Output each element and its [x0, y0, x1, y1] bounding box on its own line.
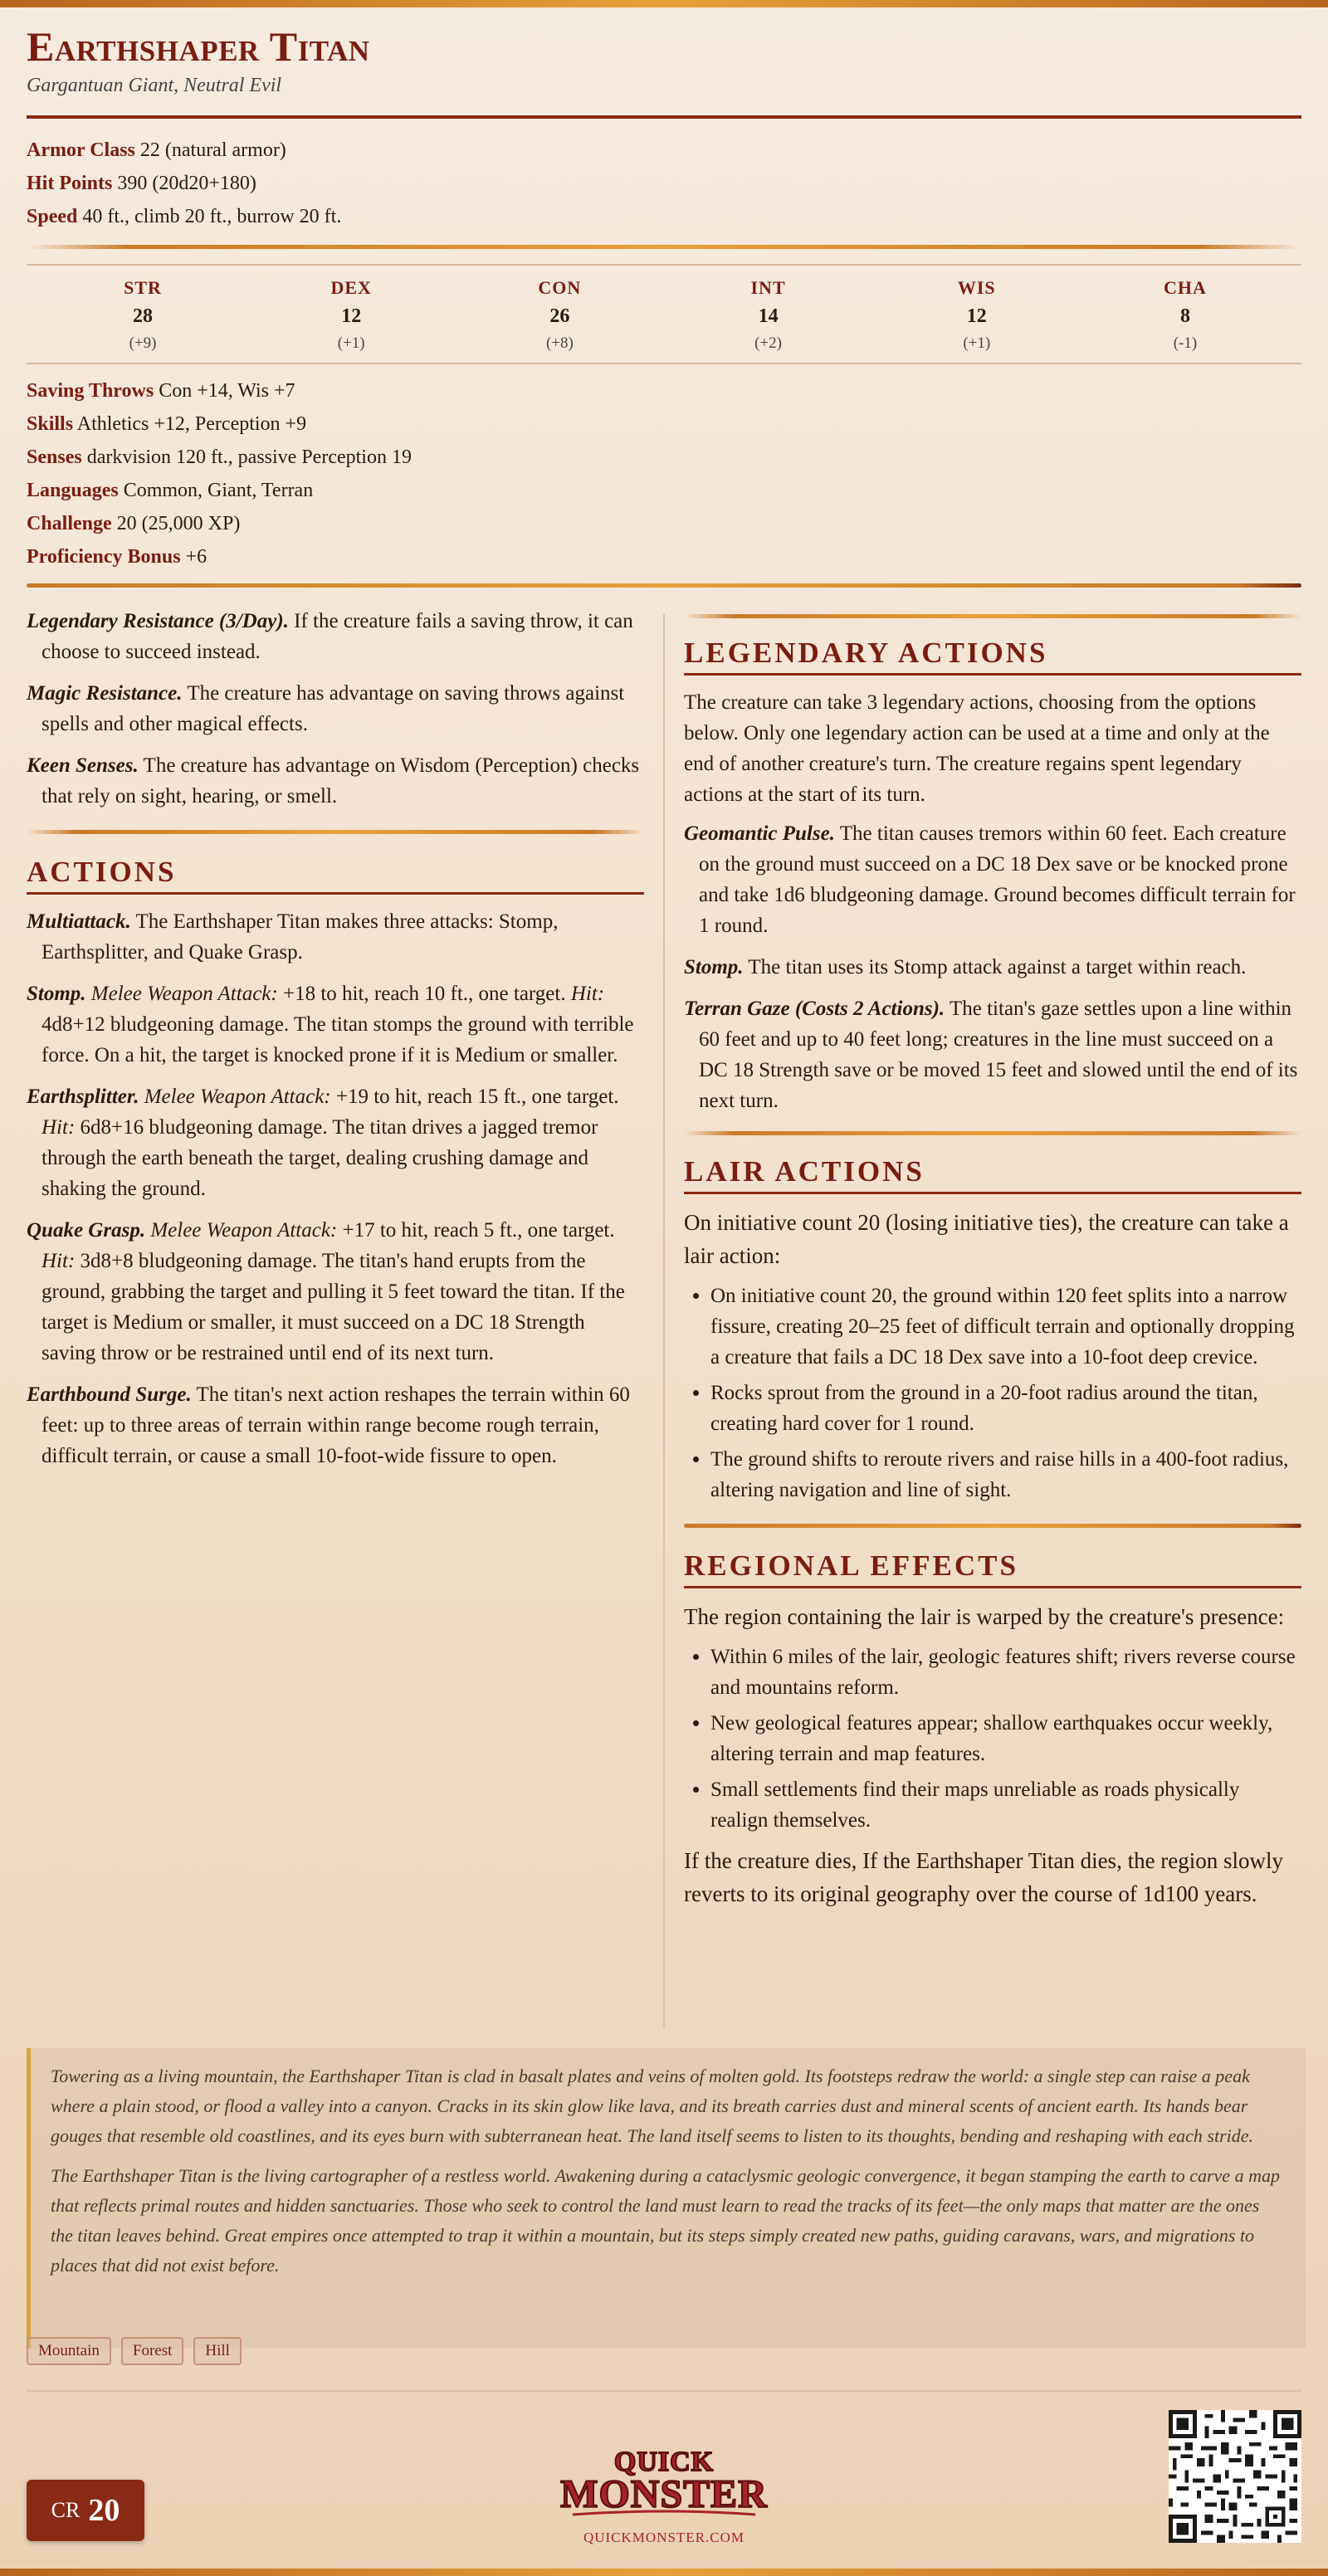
two-column-body	[27, 606, 1301, 2033]
monster-name: Earthshaper Titan	[27, 23, 370, 70]
list-item: • Within 6 miles of the lair, geologic features shift; rivers reverse course and mountains reform.	[710, 1642, 1301, 1703]
trait-keen-senses: Keen Senses. The creature has advantage on Wisdom (Perception) checks that rely on sight, hearing, or smell.	[27, 754, 640, 807]
monster-type: Gargantuan Giant, Neutral Evil	[27, 75, 282, 96]
tag-forest[interactable]: Forest	[121, 2337, 184, 2365]
saving-throws: Saving Throws Con +14, Wis +7	[27, 380, 295, 402]
legendary-divider	[684, 614, 1301, 618]
action-multiattack: Multiattack. The Earthshaper Titan makes three attacks: Stomp, Earthsplitter, and Quake Grasp.	[27, 910, 559, 964]
list-item: • Small settlements find their maps unreliable as roads physically realign themselves.	[710, 1774, 1301, 1836]
quickmonster-logo[interactable]: QUICK MONSTER QUICKMONSTER.COM	[560, 2447, 768, 2545]
actions-divider	[27, 830, 644, 834]
hit-points: Hit Points 390 (20d20+180)	[27, 173, 256, 194]
list-item: • Rocks sprout from the ground in a 20-foot radius around the titan, creating hard cover for 1 round.	[710, 1378, 1301, 1439]
languages: Languages Common, Giant, Terran	[27, 480, 314, 501]
top-accent-bar	[0, 0, 1328, 7]
ability-con: CON 26 (+8)	[538, 277, 582, 352]
legendary-geomantic-pulse: Geomantic Pulse. The titan causes tremors within 60 feet. Each creature on the ground must succeed on a DC 18 Dex save or be knocked prone and take 1d6 bludgeoning damage. Ground becomes difficult terrain for 1 round.	[684, 822, 1296, 937]
lair-divider	[684, 1131, 1301, 1135]
trait-legendary-resistance: Legendary Resistance (3/Day). If the creature fails a saving throw, it can choose to succeed instead.	[27, 610, 633, 663]
action-quake-grasp: Quake Grasp. Melee Weapon Attack: +17 to hit, reach 5 ft., one target. Hit: 3d8+8 bludgeoning damage. The titan's hand erupts from the ground, grabbing the target and pulling it 5 feet toward the titan. If the target is Medium or smaller, it must succeed on a DC 18 Strength saving throw or be restrained until end of its next turn.	[27, 1219, 625, 1364]
left-column	[27, 606, 644, 1482]
right-column	[684, 606, 1301, 1919]
actions-heading: ACTIONS	[27, 856, 644, 895]
ability-dex: DEX 12 (+1)	[330, 277, 372, 352]
tag-mountain[interactable]: Mountain	[27, 2337, 111, 2365]
challenge-rating-badge: CR 20	[27, 2480, 144, 2541]
detail-stats	[27, 374, 1301, 573]
ability-scores	[27, 264, 1301, 364]
legendary-terran-gaze: Terran Gaze (Costs 2 Actions). The titan's gaze settles upon a line within 60 feet and up to 40 feet long; creatures in the line must succeed on a DC 18 Strength save or be moved 15 feet and slowed until the end of its next turn.	[684, 998, 1298, 1112]
action-earthsplitter: Earthsplitter. Melee Weapon Attack: +19 to hit, reach 15 ft., one target. Hit: 6d8+16 bludgeoning damage. The titan drives a jagged tremor through the earth beneath the target, dealing crushing damage and shaking the ground.	[27, 1086, 619, 1200]
action-earthbound-surge: Earthbound Surge. The titan's next action reshapes the terrain within 60 feet: up to three areas of terrain within range become rough terrain, difficult terrain, or cause a small 10-foot-wide fissure to open.	[27, 1383, 630, 1467]
regional-outro: If the creature dies, If the Earthshaper Titan dies, the region slowly reverts to its original geography over the course of 1d100 years.	[684, 1848, 1284, 1906]
regional-effects-heading: REGIONAL EFFECTS	[684, 1549, 1301, 1588]
tag-hill[interactable]: Hill	[193, 2337, 242, 2365]
legendary-intro: The creature can take 3 legendary actions, choosing from the options below. Only one legendary action can be used at a time and only at the end of another creature's turn. The creature regains spent legendary actions at the start of its turn.	[684, 691, 1270, 806]
core-divider	[27, 245, 1301, 249]
core-stats	[27, 134, 1301, 233]
lair-intro: On initiative count 20 (losing initiative ties), the creature can take a lair action:	[684, 1210, 1289, 1268]
armor-class: Armor Class 22 (natural armor)	[27, 139, 286, 161]
ability-int: INT 14 (+2)	[750, 277, 786, 352]
regional-effect-list	[684, 1642, 1301, 1836]
list-item: • New geological features appear; shallow earthquakes occur weekly, altering terrain and map features.	[710, 1708, 1301, 1769]
list-item: • On initiative count 20, the ground within 120 feet splits into a narrow fissure, creating 20–25 feet of difficult terrain and optionally dropping a creature that fails a DC 18 Dex save into a 10-foot deep crevice.	[710, 1281, 1301, 1373]
header-divider	[27, 115, 1301, 119]
senses: Senses darkvision 120 ft., passive Perception 19	[27, 446, 412, 468]
trait-magic-resistance: Magic Resistance. The creature has advantage on saving throws against spells and other magical effects.	[27, 682, 625, 735]
speed: Speed 40 ft., climb 20 ft., burrow 20 ft.	[27, 206, 342, 227]
ability-str: STR 28 (+9)	[124, 277, 162, 352]
statblock-header	[27, 23, 1301, 588]
list-item: • The ground shifts to reroute rivers and raise hills in a 400-foot radius, altering navigation and line of sight.	[710, 1444, 1301, 1505]
challenge: Challenge 20 (25,000 XP)	[27, 513, 241, 534]
ability-wis: WIS 12 (+1)	[957, 277, 996, 352]
skills: Skills Athletics +12, Perception +9	[27, 413, 307, 435]
action-stomp: Stomp. Melee Weapon Attack: +18 to hit, reach 10 ft., one target. Hit: 4d8+12 bludgeoning damage. The titan stomps the ground with terrible force. On a hit, the target is knocked prone if it is Medium or smaller.	[27, 983, 634, 1066]
ability-cha: CHA 8 (-1)	[1163, 277, 1207, 352]
details-divider	[27, 583, 1301, 588]
lore-paragraph: Towering as a living mountain, the Earthshaper Titan is clad in basalt plates and veins of molten gold. Its footsteps redraw the world: a single step can raise a peak where a plain stood, or flood a valley into a canyon. Cracks in its skin glow like lava, and its breath carries dust and mineral scents of ancient earth. Its hands bear gouges that resemble old coastlines, and its eyes burn with subterranean heat. The land itself seems to listen to its thoughts, bending and reshaping with each stride.	[51, 2066, 1254, 2146]
environment-tags	[27, 2337, 242, 2365]
proficiency-bonus: Proficiency Bonus +6	[27, 546, 208, 568]
regional-divider	[684, 1524, 1301, 1528]
regional-intro: The region containing the lair is warped by the creature's presence:	[684, 1604, 1285, 1629]
bottom-accent-bar	[0, 2569, 1328, 2576]
lore-box	[27, 2048, 1306, 2349]
lore-paragraph: The Earthshaper Titan is the living cartographer of a restless world. Awakening during a cataclysmic geologic convergence, it began stamping the earth to carve a map that reflects primal routes and hidden sanctuaries. Those who seek to control the land must learn to read the tracks of its feet—the only maps that matter are the ones the titan leaves behind. Great empires once attempted to trap it within a mountain, but its steps simply created new paths, guiding caravans, wars, and migrations to places that did not exist before.	[51, 2165, 1280, 2276]
qr-code-icon[interactable]	[1169, 2410, 1301, 2543]
lair-actions-heading: LAIR ACTIONS	[684, 1155, 1301, 1194]
footer-divider	[27, 2390, 1301, 2392]
lair-action-list	[684, 1281, 1301, 1505]
legendary-stomp: Stomp. The titan uses its Stomp attack against a target within reach.	[684, 956, 1247, 978]
legendary-actions-heading: LEGENDARY ACTIONS	[684, 637, 1301, 676]
column-divider	[663, 614, 665, 2029]
